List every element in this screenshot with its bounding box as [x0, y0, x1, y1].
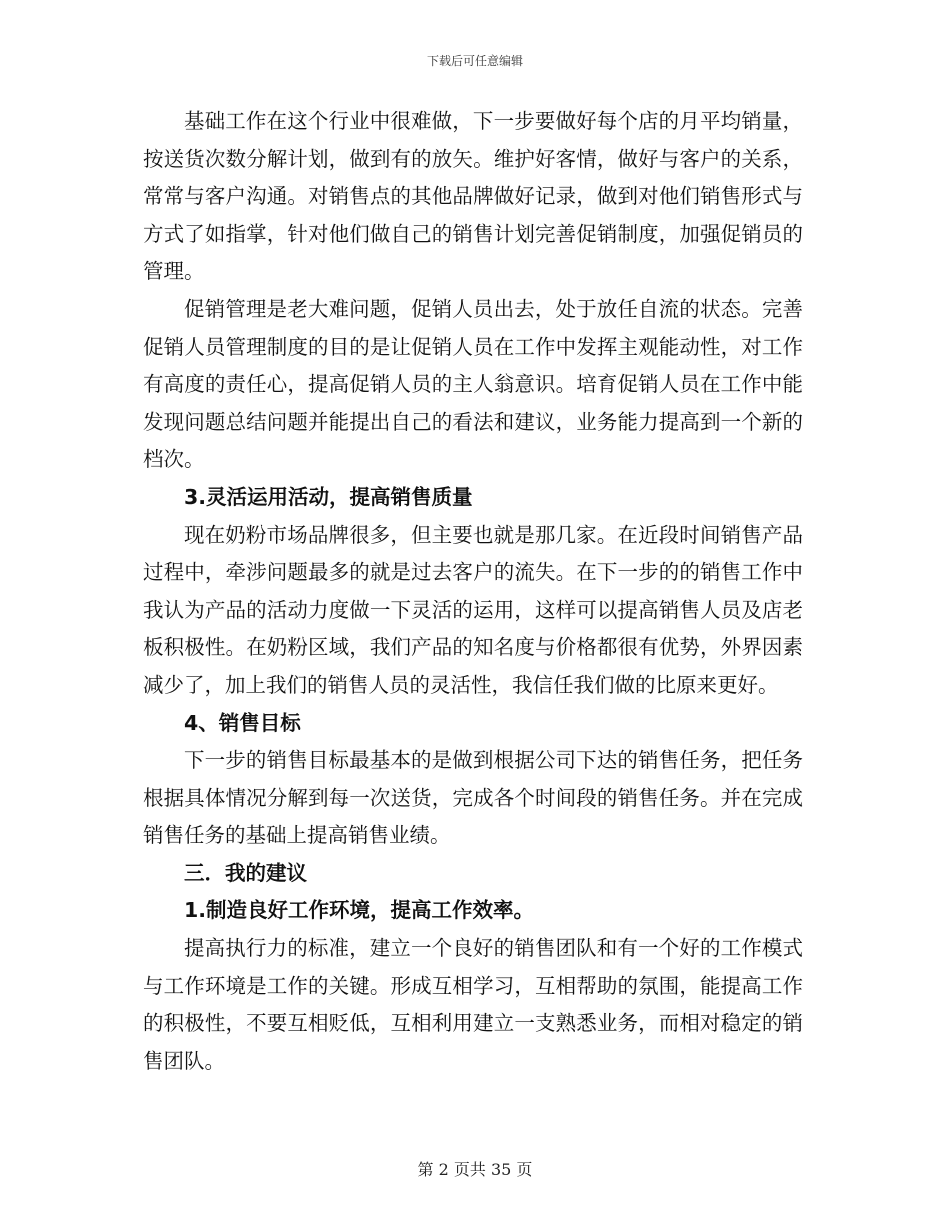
paragraph-1: 基础工作在这个行业中很难做，下一步要做好每个店的月平均销量，按送货次数分解计划，做到有的放矢。维护好客情，做好与客户的关系，常常与客户沟通。对销售点的其他品牌做好记录，做到对他们销售形式与方式了如指掌，针对他们做自己的销售计划完善促销制度，加强促销员的管理。	[143, 109, 803, 284]
paragraph-2: 促销管理是老大难问题，促销人员出去，处于放任自流的状态。完善促销人员管理制度的目的是让促销人员在工作中发挥主观能动性，对工作有高度的责任心，提高促销人员的主人翁意识。培育促销人员在工作中能发现问题总结问题并能提出自己的看法和建议，业务能力提高到一个新的档次。	[143, 296, 803, 472]
paragraph-5: 提高执行力的标准，建立一个良好的销售团队和有一个好的工作模式与工作环境是工作的关键。形成互相学习，互相帮助的氛围，能提高工作的积极性，不要互相贬低，互相利用建立一支熟悉业务，而相对稳定的销售团队。	[143, 936, 803, 1073]
paragraph-4: 下一步的销售目标最基本的是做到根据公司下达的销售任务，把任务根据具体情况分解到每一次送货，完成各个时间段的销售任务。并在完成销售任务的基础上提高销售业绩。	[143, 748, 803, 848]
heading-my-suggestions: 三．我的建议	[184, 860, 307, 885]
paragraph-3: 现在奶粉市场品牌很多，但主要也就是那几家。在近段时间销售产品过程中，牵涉问题最多的就是过去客户的流失。在下一步的的销售工作中我认为产品的活动力度做一下灵活的运用，这样可以提高销售人员及店老板积极性。在奶粉区域，我们产品的知名度与价格都很有优势，外界因素减少了，加上我们的销售人员的灵活性，我信任我们做的比原来更好。	[143, 522, 803, 697]
page-header: 下载后可任意编辑	[426, 54, 523, 68]
heading-work-environment: 1.制造良好工作环境，提高工作效率。	[184, 898, 535, 923]
heading-sales-target: 4、销售目标	[184, 710, 301, 735]
heading-flexible-activities: 3.灵活运用活动，提高销售质量	[184, 484, 473, 509]
page-content	[143, 103, 803, 1080]
page-footer: 第 2 页共 35 页	[417, 1160, 533, 1179]
